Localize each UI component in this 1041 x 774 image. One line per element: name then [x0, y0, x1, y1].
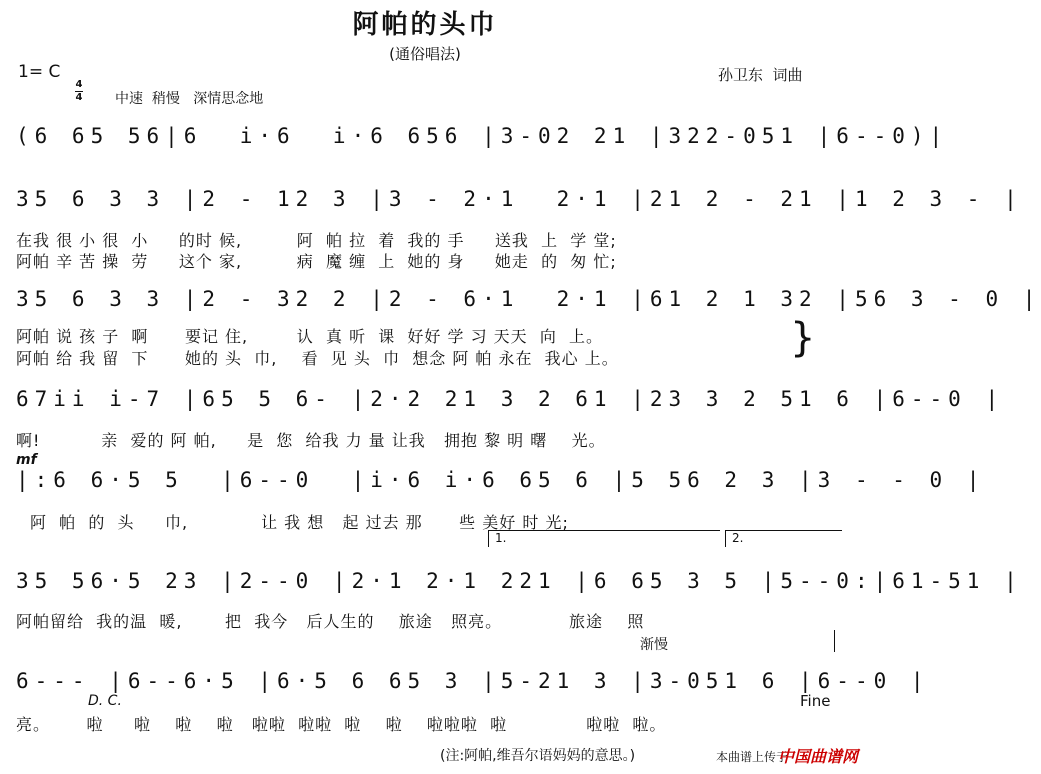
- tempo-marking: 中速 稍慢 深情思念地: [115, 91, 264, 107]
- volta-1: 1.: [488, 530, 720, 547]
- lyric-row-2b: 阿帕 辛 苦 操 劳 这个 家, 病 魔 缠 上 她的 身 她走 的 匆 忙;: [16, 252, 617, 271]
- lyric-row-3a: 阿帕 说 孩 子 啊 要记 住, 认 真 听 课 好好 学 习 天天 向 上。: [16, 327, 604, 346]
- footnote: (注:阿帕,维吾尔语妈妈的意思。): [440, 748, 636, 764]
- lyric-row-6: 阿帕留给 我的温 暖, 把 我今 后人生的 旅途 照亮。 旅途 照: [16, 612, 645, 631]
- repeat-brace: }: [790, 315, 816, 361]
- lyric-row-4: 啊! 亲 爱的 阿 帕, 是 您 给我 力 量 让我 拥抱 黎 明 曙 光。: [16, 431, 606, 450]
- dynamic-marking: mf: [16, 452, 37, 468]
- watermark-text: 本曲谱上传于: [716, 750, 789, 764]
- bracket-line: [834, 630, 835, 652]
- dc-marking: D. C.: [88, 693, 122, 709]
- song-title: 阿帕的头巾: [352, 10, 498, 40]
- time-signature: 4 4: [75, 79, 83, 103]
- lyric-row-5: 阿 帕 的 头 巾, 让 我 想 起 过去 那 些 美好 时 光;: [30, 513, 569, 532]
- notation-row-2: 35 6 3 3 |2 - 12 3 |3 - 2·1 2·1 |21 2 - 21 |1 2 3 - |: [16, 187, 1023, 211]
- notation-row-7: 6--- |6--6·5 |6·5 6 65 3 |5-21 3 |3-051 6 |6--0 |: [16, 669, 930, 693]
- author-credit: 孙卫东 词曲: [718, 66, 803, 84]
- lyric-row-2a: 在我 很 小 很 小 的时 候, 阿 帕 拉 着 我的 手 送我 上 学 堂;: [16, 231, 617, 250]
- lyric-row-7: 亮。 啦 啦 啦 啦 啦啦 啦啦 啦 啦 啦啦啦 啦 啦啦 啦。: [16, 715, 667, 734]
- notation-row-3: 35 6 3 3 |2 - 32 2 |2 - 6·1 2·1 |61 2 1 32 |56 3 - 0 |: [16, 287, 1041, 311]
- notation-row-1: (6 65 56|6 i·6 i·6 656 |3-02 21 |322-051 |6--0)|: [16, 124, 949, 148]
- key-signature: 1= C: [18, 62, 61, 82]
- song-subtitle: (通俗唱法): [389, 45, 461, 63]
- notation-row-4: 67ii i-7 |65 5 6- |2·2 21 3 2 61 |23 3 2 51 6 |6--0 |: [16, 387, 1005, 411]
- lyric-row-3b: 阿帕 给 我 留 下 她的 头 巾, 看 见 头 巾 想念 阿 帕 永在 我心 上。: [16, 349, 619, 368]
- watermark-logo: 中国曲谱网: [778, 747, 859, 766]
- fine-marking: Fine: [800, 692, 831, 710]
- volta-2: 2.: [725, 530, 842, 547]
- jianman-marking: 渐慢: [640, 637, 668, 653]
- notation-row-5: |:6 6·5 5 |6--0 |i·6 i·6 65 6 |5 56 2 3 |3 - - 0 |: [16, 468, 986, 492]
- notation-row-6: 35 56·5 23 |2--0 |2·1 2·1 221 |6 65 3 5 |5--0:|61-51 |: [16, 569, 1023, 593]
